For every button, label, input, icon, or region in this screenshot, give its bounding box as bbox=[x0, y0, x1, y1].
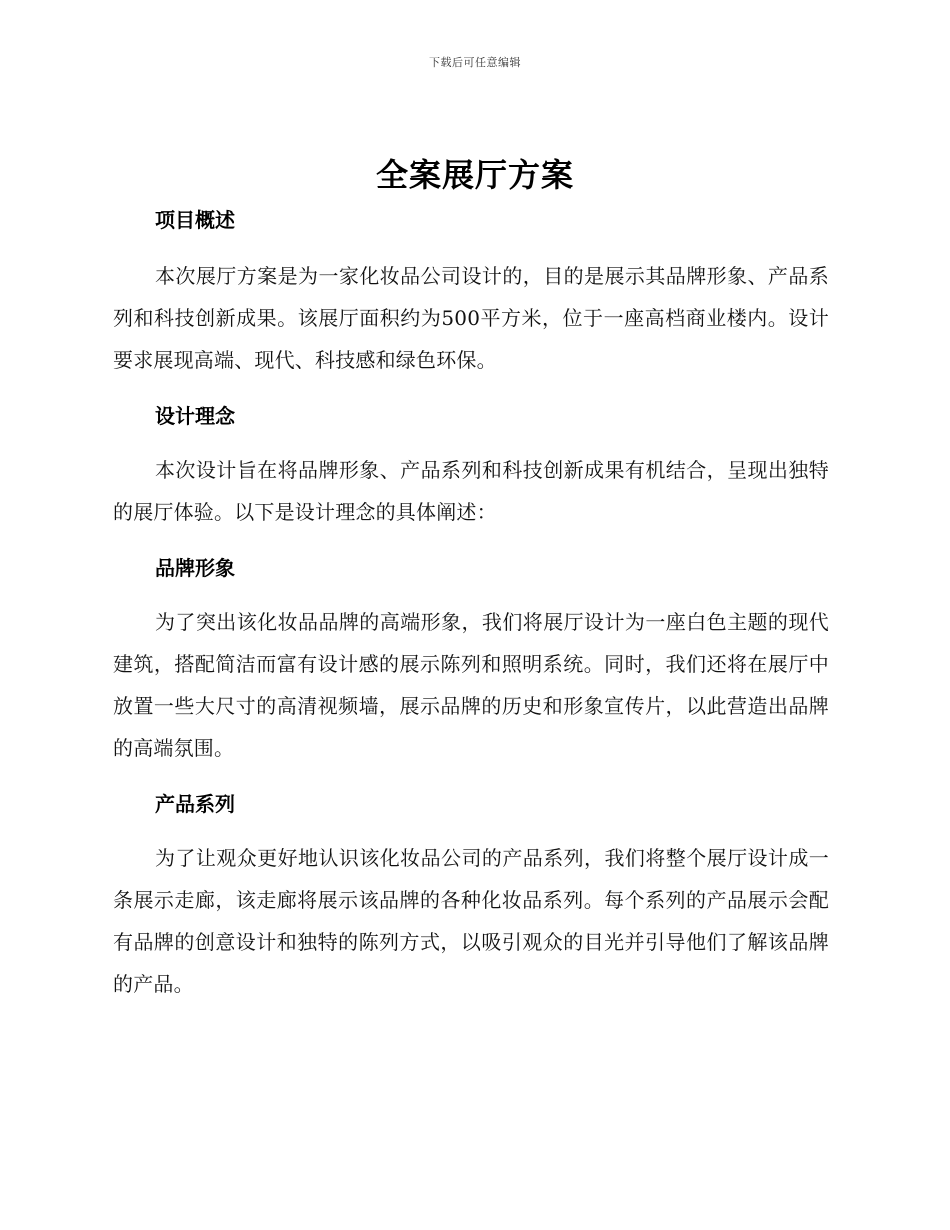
section-heading-brand-image: 品牌形象 bbox=[155, 556, 235, 580]
section-heading-design-concept: 设计理念 bbox=[155, 404, 235, 428]
document-body bbox=[113, 201, 829, 1005]
section-paragraph-design-concept: 本次设计旨在将品牌形象、产品系列和科技创新成果有机结合，呈现出独特的展厅体验。以下是设计理念的具体阐述： bbox=[113, 458, 829, 524]
section-paragraph-brand-image: 为了突出该化妆品品牌的高端形象，我们将展厅设计为一座白色主题的现代建筑，搭配简洁而富有设计感的展示陈列和照明系统。同时，我们还将在展厅中放置一些大尺寸的高清视频墙，展示品牌的历史和形象宣传片，以此营造出品牌的高端氛围。 bbox=[113, 610, 829, 760]
section-paragraph-product-series: 为了让观众更好地认识该化妆品公司的产品系列，我们将整个展厅设计成一条展示走廊，该走廊将展示该品牌的各种化妆品系列。每个系列的产品展示会配有品牌的创意设计和独特的陈列方式，以吸引观众的目光并引导他们了解该品牌的产品。 bbox=[113, 846, 829, 996]
section-paragraph-overview: 本次展厅方案是为一家化妆品公司设计的，目的是展示其品牌形象、产品系列和科技创新成果。该展厅面积约为500平方米，位于一座高档商业楼内。设计要求展现高端、现代、科技感和绿色环保。 bbox=[113, 264, 829, 372]
document-title: 全案展厅方案 bbox=[375, 156, 574, 194]
header-note: 下载后可任意编辑 bbox=[429, 56, 521, 69]
section-heading-product-series: 产品系列 bbox=[155, 792, 235, 816]
section-heading-overview: 项目概述 bbox=[155, 208, 235, 232]
